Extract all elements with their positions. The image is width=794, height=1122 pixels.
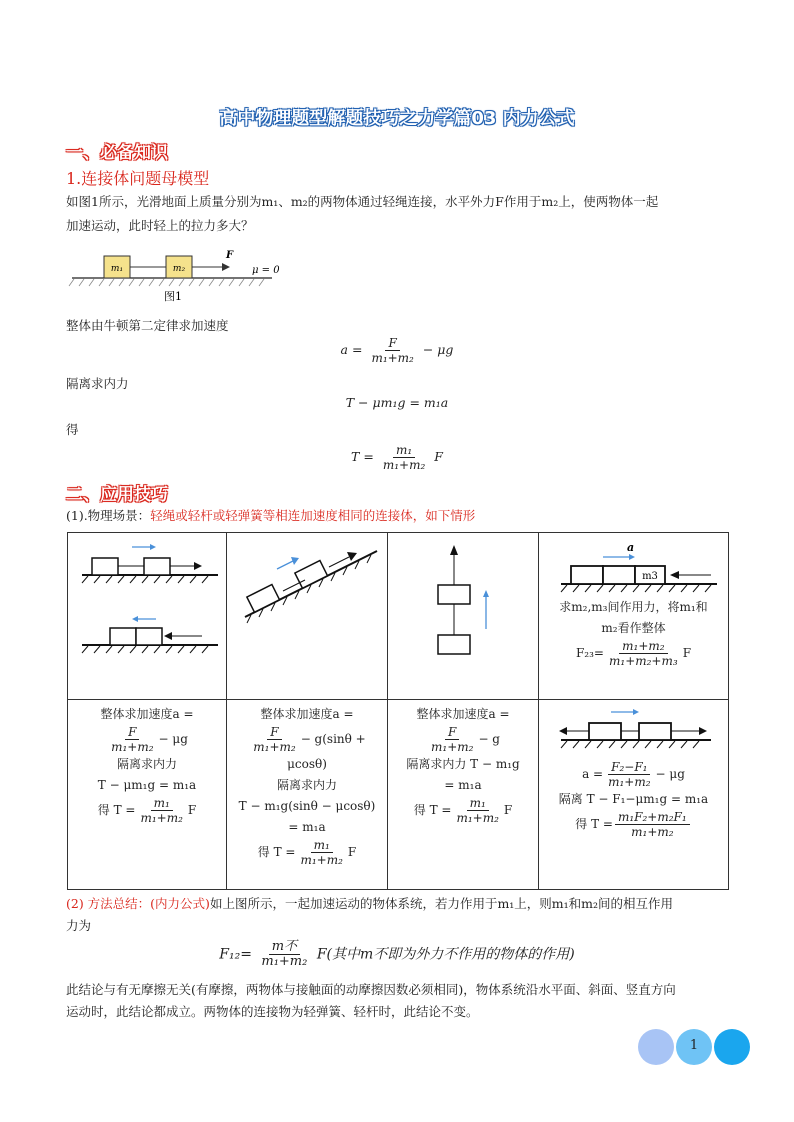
text-isolate: 隔离求内力 xyxy=(66,376,129,391)
label-m2: m₂ xyxy=(172,264,186,274)
label-a: a xyxy=(627,541,635,554)
section-heading-1: 一、必备知识 xyxy=(66,143,168,163)
solution-incline: 整体求加速度a = $\frac{F}{\text{m₁+m₂}}$ − g(sinθ + μcosθ) 隔离求内力 T − m₁g(sinθ − μcosθ) = m₁a 得 T = $\frac{\text{m₁}}{\text{m₁+m₂}}$ F xyxy=(227,700,388,890)
diagram-two-forces xyxy=(539,700,727,750)
solution-horizontal: 整体求加速度a = $\frac{F}{\text{m₁+m₂}}$ − μg 隔离求内力 T − μm₁g = m₁a 得 T = $\frac{\text{m₁}}{\text{m₁+m₂}}$ F xyxy=(68,700,227,890)
section-heading-2: 二、应用技巧 xyxy=(66,485,168,505)
scenario-table xyxy=(67,532,729,890)
diagram-three-blocks xyxy=(539,533,729,700)
text-de: 得 xyxy=(66,422,79,437)
subheading-model: 1.连接体问题母模型 xyxy=(66,169,210,188)
page-title: 高中物理题型解题技巧之力学篇03 内力公式 xyxy=(219,108,575,129)
text-whole: 整体由牛顿第二定律求加速度 xyxy=(66,318,229,333)
solution-vertical: 整体求加速度a = $\frac{F}{\text{m₁+m₂}}$ − g 隔离求内力 T − m₁g = m₁a 得 T = $\frac{\text{m₁}}{\text{m₁+m₂}}$ F xyxy=(388,700,539,890)
equation-2: T − μm₁g = m₁a xyxy=(345,395,449,410)
summary-line-2: 力为 xyxy=(66,918,92,933)
conclusion-line-1: 此结论与有无摩擦无关(有摩擦，两物体与接触面的动摩擦因数必须相同)，物体系统沿水平面、斜面、竖直方向 xyxy=(66,982,676,997)
label-m3: m3 xyxy=(642,571,658,582)
equation-1: a = $\frac{F}{\text{m₁+m₂}}$ − μg xyxy=(340,336,454,365)
label-m1: m₁ xyxy=(110,264,124,274)
scene-line: (1).物理场景：轻绳或轻杆或轻弹簧等相连加速度相同的连接体，如下情形 xyxy=(66,508,476,523)
summary-line-1: (2) 方法总结：(内力公式)如上图所示，一起加速运动的物体系统，若力作用于m₁上，则m₁和m₂间的相互作用 xyxy=(66,896,674,911)
solution-two-forces: a = $\frac{\text{F₂−F₁}}{\text{m₁+m₂}}$ − μg 隔离 T − F₁−μm₁g = m₁a 得 T = $\frac{\text{m₁F₂+m₂F₁}}{\text{m₁+m₂}}$ xyxy=(539,700,729,890)
question-line-1: 如图1所示，光滑地面上质量分别为m₁、m₂的两物体通过轻绳连接，水平外力F作用于m₂上，使两物体一起 xyxy=(66,194,659,209)
page-number-badge xyxy=(638,1029,752,1065)
figure-1 xyxy=(66,246,286,306)
label-mu: μ = 0 xyxy=(252,265,280,276)
equation-3: T = $\frac{\text{m₁}}{\text{m₁+m₂}}$ F xyxy=(351,443,443,472)
figure-caption: 图1 xyxy=(164,290,182,303)
internal-force-formula: F₁₂= $\frac{\text{m不}}{\text{m₁+m₂}}$ F(其中m不即为外力不作用的物体的作用) xyxy=(219,939,575,969)
diagram-incline xyxy=(227,533,388,700)
conclusion-line-2: 运动时，此结论都成立。两物体的连接物为轻弹簧、轻杆时，此结论不变。 xyxy=(66,1004,479,1019)
question-line-2: 加速运动，此时轻上的拉力多大？ xyxy=(66,218,254,233)
page-number: 1 xyxy=(689,1038,699,1053)
diagram-horizontal xyxy=(68,533,227,700)
cell4-text: 求m₂,m₃间作用力，将m₁和 m₂看作整体 F₂₃= $\frac{\text{m₁+m₂}}{\text{m₁+m₂+m₃}}$ F xyxy=(559,600,708,668)
diagram-vertical xyxy=(388,533,539,700)
label-force: F xyxy=(226,250,234,261)
